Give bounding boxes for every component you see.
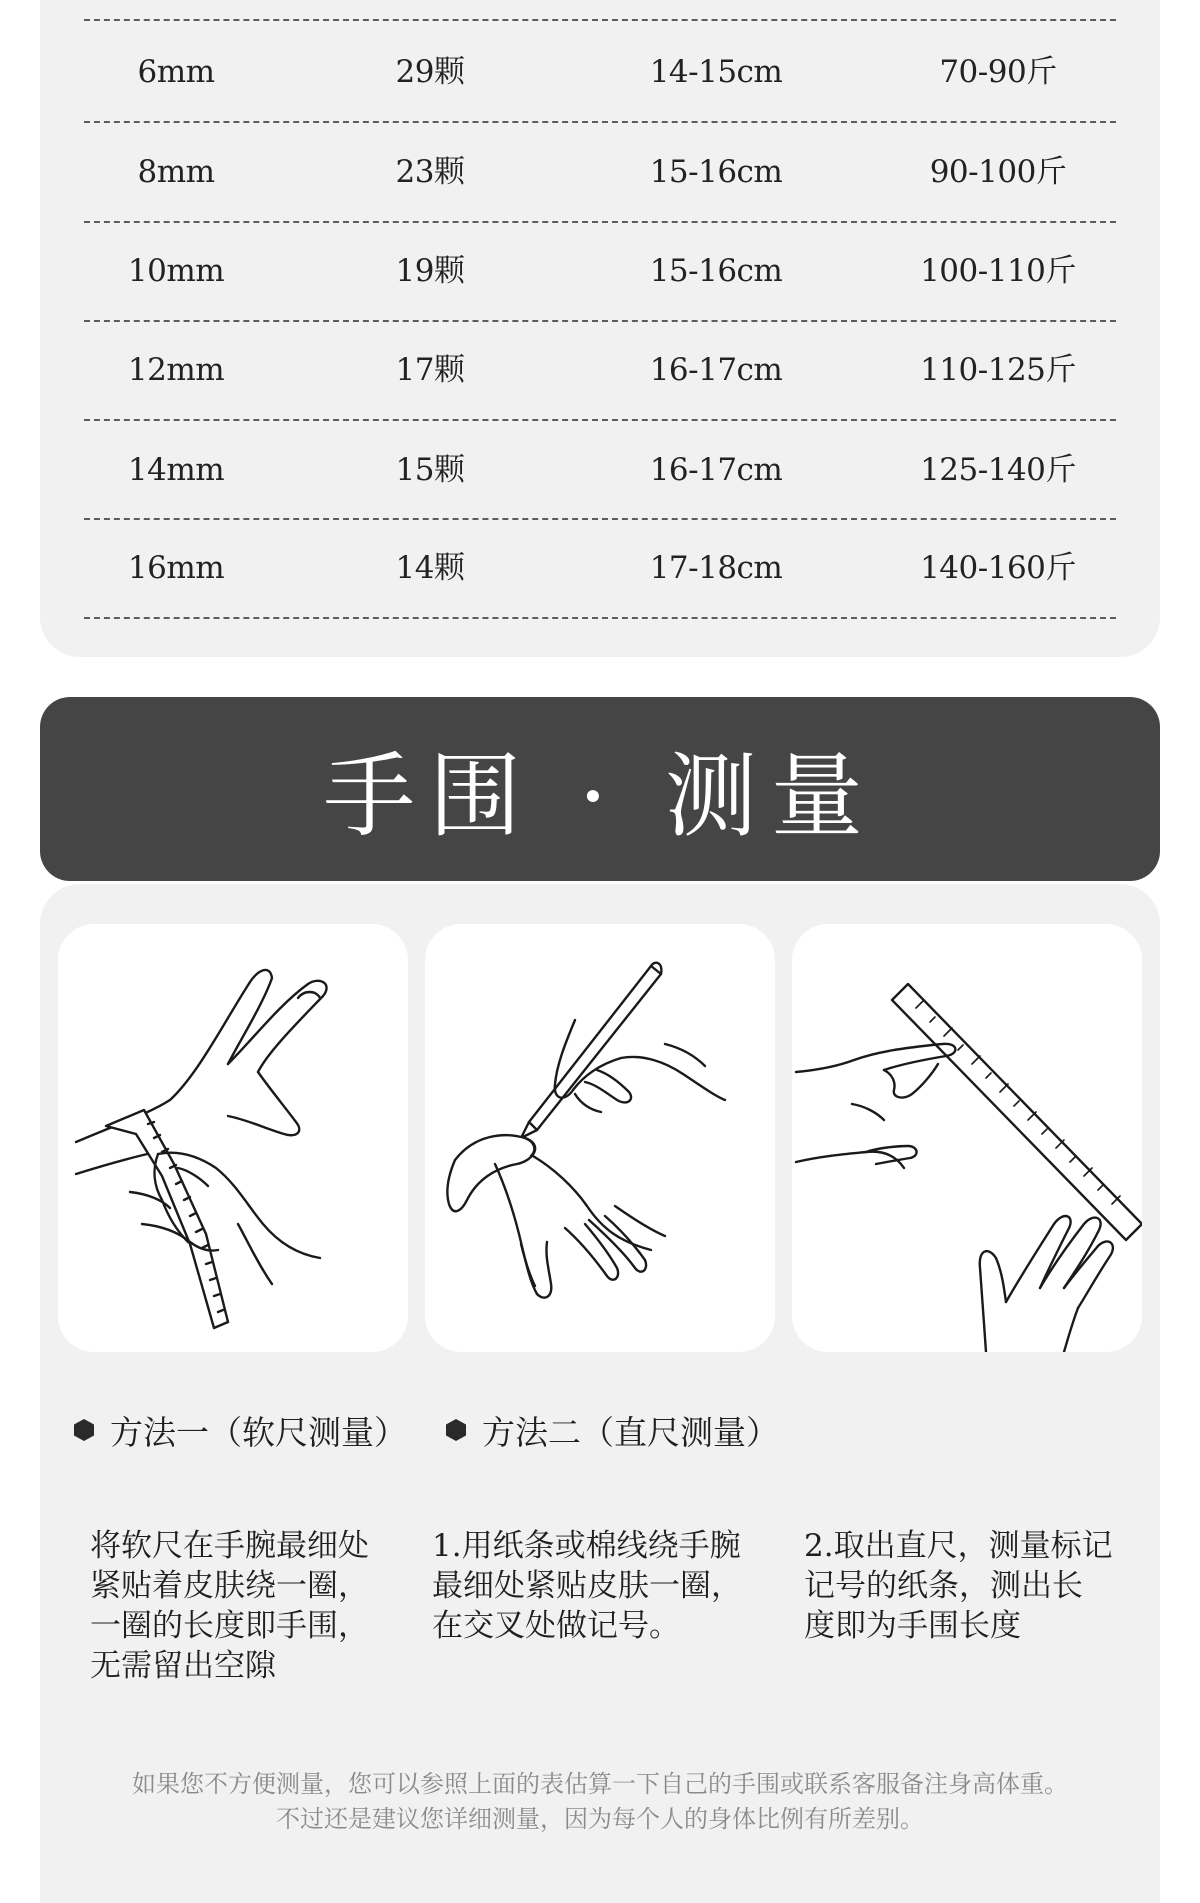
wrist-size-cell: 15-16cm xyxy=(649,154,783,190)
hexagon-bullet-icon xyxy=(72,1418,96,1442)
wrist-size-cell: 14-15cm xyxy=(649,54,783,90)
weight-cell: 100-110斤 xyxy=(920,253,1076,289)
bead-count-cell: 23颗 xyxy=(395,154,465,190)
note-line-2: 不过还是建议您详细测量，因为每个人的身体比例有所差别。 xyxy=(276,1805,924,1833)
bead-size-cell: 8mm xyxy=(137,154,215,190)
table-divider xyxy=(84,19,1116,21)
bead-size-cell: 6mm xyxy=(137,54,215,90)
bead-count-cell: 14颗 xyxy=(395,550,465,586)
bead-count-cell: 17颗 xyxy=(395,352,465,388)
table-row xyxy=(84,123,1116,222)
weight-cell: 125-140斤 xyxy=(920,452,1076,488)
table-row xyxy=(84,23,1116,122)
table-row xyxy=(84,321,1116,420)
step-text-2: 1.用纸条或棉线绕手腕 最细处紧贴皮肤一圈， 在交叉处做记号。 xyxy=(432,1528,742,1644)
table-row xyxy=(84,519,1116,618)
bead-size-cell: 10mm xyxy=(127,253,225,289)
soft-tape-illustration xyxy=(58,924,408,1352)
step-text-3: 2.取出直尺，测量标记 记号的纸条，测出长 度即为手围长度 xyxy=(804,1528,1113,1644)
hexagon-bullet-icon xyxy=(444,1418,468,1442)
weight-cell: 70-90斤 xyxy=(939,54,1057,90)
bead-count-cell: 19颗 xyxy=(395,253,465,289)
wrist-size-cell: 17-18cm xyxy=(649,550,783,586)
note-line-1: 如果您不方便测量，您可以参照上面的表估算一下自己的手围或联系客服备注身高体重。 xyxy=(132,1770,1068,1798)
paper-strip-illustration xyxy=(425,924,775,1352)
soft-tape-wrist-icon xyxy=(58,924,408,1352)
weight-cell: 110-125斤 xyxy=(920,352,1076,388)
ruler-illustration xyxy=(792,924,1142,1352)
table-row xyxy=(84,421,1116,520)
weight-cell: 140-160斤 xyxy=(920,550,1076,586)
section-banner xyxy=(40,697,1160,881)
table-row xyxy=(84,222,1116,321)
method-label: 方法二（直尺测量） xyxy=(482,1412,779,1452)
weight-cell: 90-100斤 xyxy=(929,154,1067,190)
step-text-1: 将软尺在手腕最细处 紧贴着皮肤绕一圈， 一圈的长度即手围， 无需留出空隙 xyxy=(90,1528,369,1684)
bead-count-cell: 15颗 xyxy=(395,452,465,488)
bead-count-cell: 29颗 xyxy=(395,54,465,90)
table-divider xyxy=(84,617,1116,619)
bead-size-cell: 14mm xyxy=(127,452,225,488)
bead-size-cell: 12mm xyxy=(127,352,225,388)
method-label: 方法一（软尺测量） xyxy=(110,1412,407,1452)
wrist-size-cell: 15-16cm xyxy=(649,253,783,289)
paper-strip-mark-icon xyxy=(425,924,775,1352)
method-ruler xyxy=(444,1405,779,1455)
wrist-size-cell: 16-17cm xyxy=(649,452,783,488)
ruler-measure-icon xyxy=(792,924,1142,1352)
wrist-size-cell: 16-17cm xyxy=(649,352,783,388)
bead-size-cell: 16mm xyxy=(127,550,225,586)
section-title: 手围 · 测量 xyxy=(323,743,877,850)
method-soft-tape xyxy=(72,1405,407,1455)
